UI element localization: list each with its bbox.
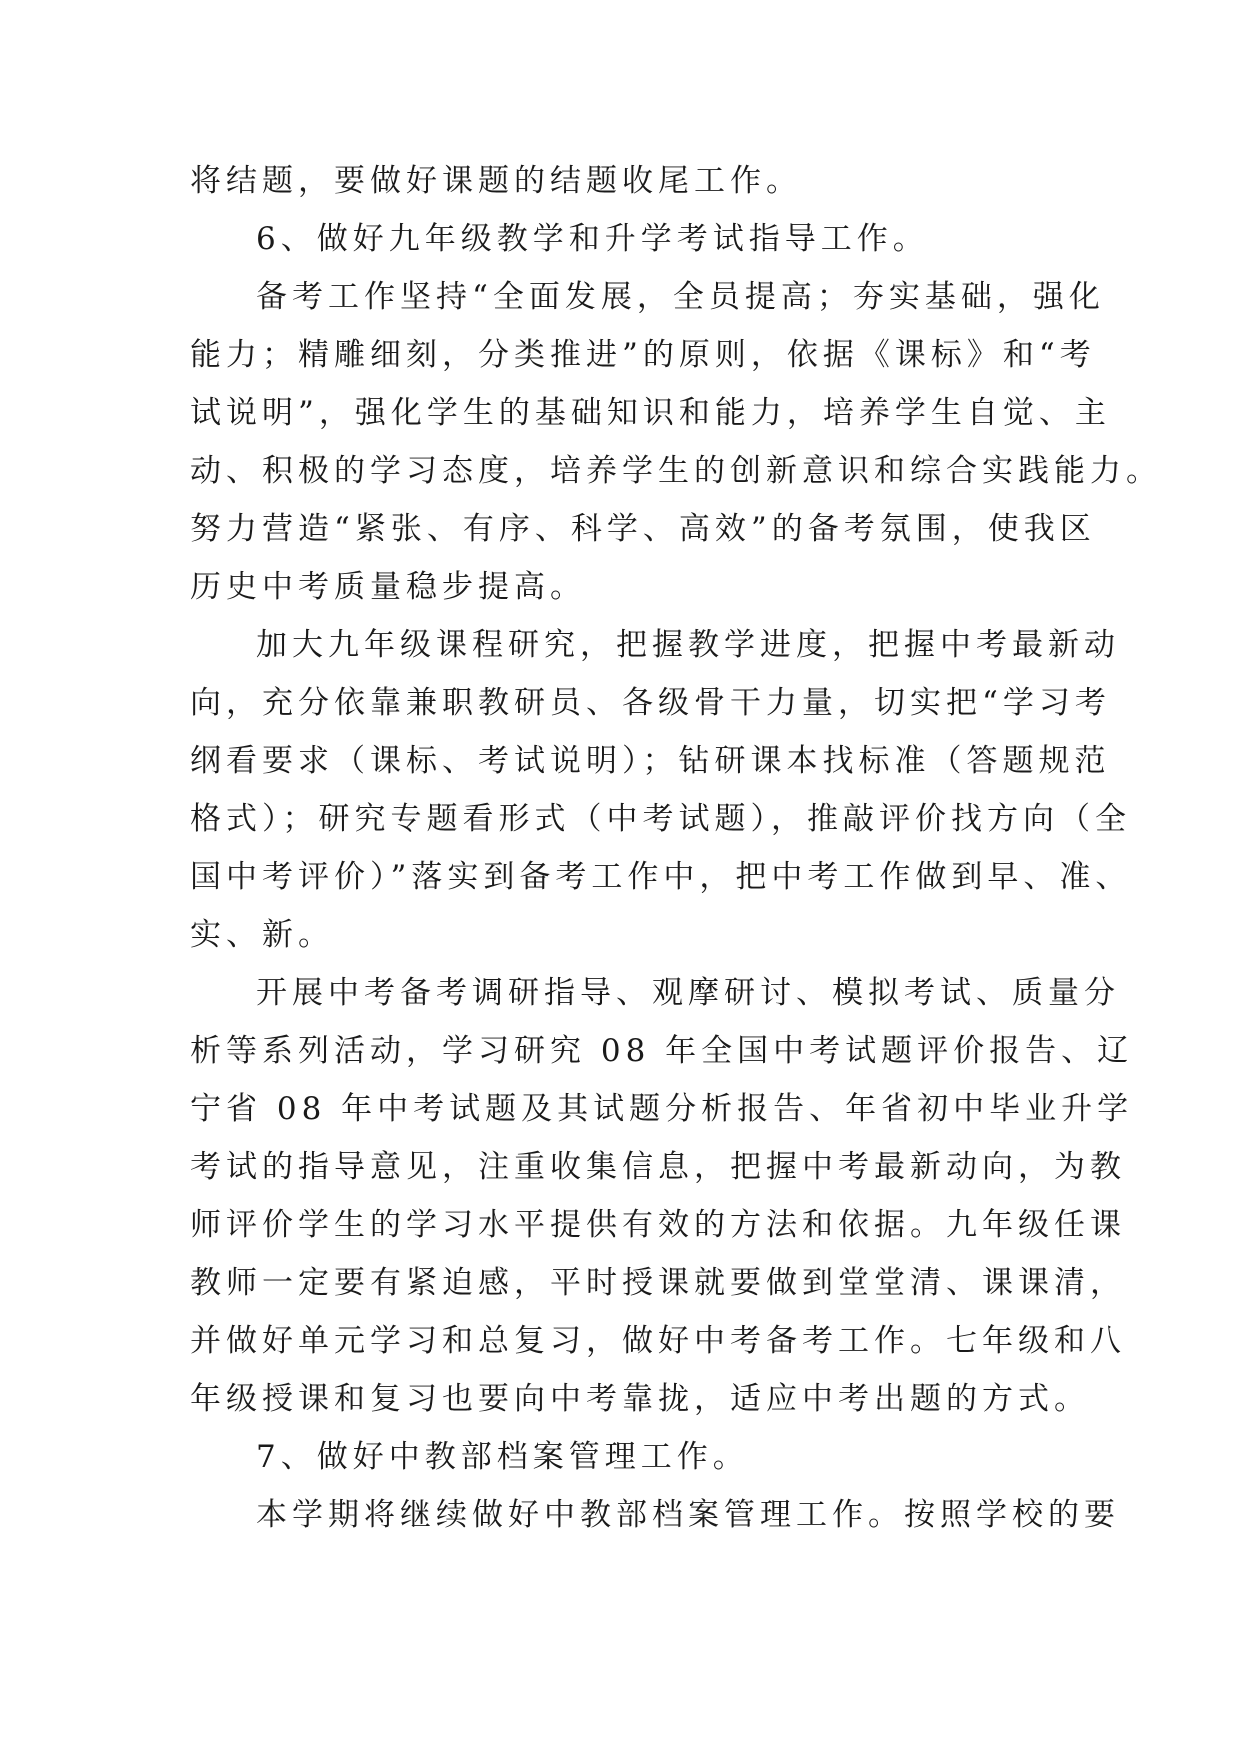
text-line: 年级授课和复习也要向中考靠拢，适应中考出题的方式。 [190,1381,1090,1417]
text-line: 能力；精雕细刻，分类推进”的原则，依据《课标》和“考 [190,337,1096,373]
text-line: 本学期将继续做好中教部档案管理工作。按照学校的要 [256,1497,1120,1533]
text-line: 并做好单元学习和总复习，做好中考备考工作。七年级和八 [190,1323,1126,1359]
text-line: 努力营造“紧张、有序、科学、高效”的备考氛围，使我区 [190,511,1096,547]
text-line: 开展中考备考调研指导、观摩研讨、模拟考试、质量分 [256,975,1120,1011]
document-body [190,152,1162,1544]
text-line: 加大九年级课程研究，把握教学进度，把握中考最新动 [256,627,1120,663]
text-line: 备考工作坚持“全面发展，全员提高；夯实基础，强化 [256,279,1105,315]
section-heading: 6、做好九年级教学和升学考试指导工作。 [256,221,929,257]
text-line: 试说明”，强化学生的基础知识和能力，培养学生自觉、主 [190,395,1111,431]
text-line: 向，充分依靠兼职教研员、各级骨干力量，切实把“学习考 [190,685,1111,721]
text-line: 宁省 08 年中考试题及其试题分析报告、年省初中毕业升学 [190,1091,1134,1127]
text-line: 实、新。 [190,917,334,953]
text-line: 析等系列活动，学习研究 08 年全国中考试题评价报告、辽 [190,1033,1134,1069]
text-line: 师评价学生的学习水平提供有效的方法和依据。九年级任课 [190,1207,1126,1243]
text-line: 纲看要求（课标、考试说明）；钻研课本找标准（答题规范 [190,743,1111,779]
text-line: 历史中考质量稳步提高。 [190,569,586,605]
text-line: 教师一定要有紧迫感，平时授课就要做到堂堂清、课课清， [190,1265,1126,1301]
section-heading: 7、做好中教部档案管理工作。 [256,1439,749,1475]
text-line: 将结题，要做好课题的结题收尾工作。 [190,163,802,199]
text-line: 国中考评价）”落实到备考工作中，把中考工作做到早、准、 [190,859,1132,895]
text-line: 动、积极的学习态度，培养学生的创新意识和综合实践能力。 [190,453,1162,489]
text-line: 格式）；研究专题看形式（中考试题），推敲评价找方向（全 [190,801,1131,837]
text-line: 考试的指导意见，注重收集信息，把握中考最新动向，为教 [190,1149,1126,1185]
